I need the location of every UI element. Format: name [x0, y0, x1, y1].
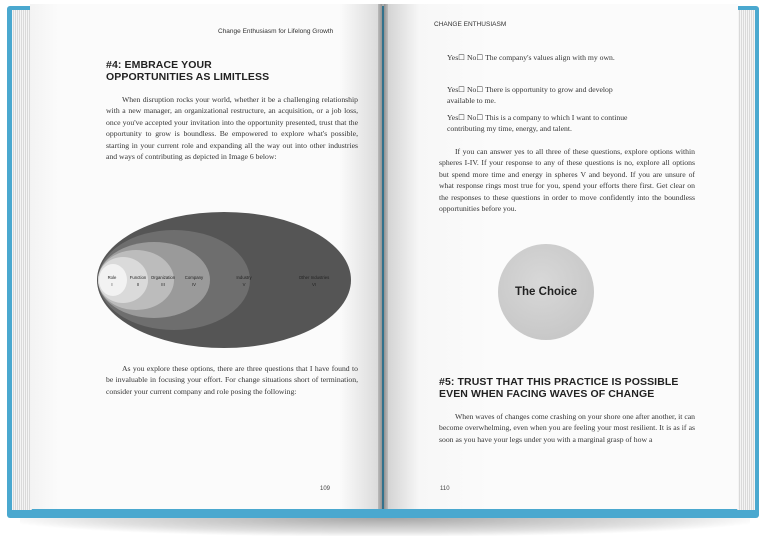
left-page [30, 4, 382, 509]
sphere-label: Function [129, 275, 147, 280]
sphere-numeral: IV [191, 282, 197, 287]
page-edges-left [12, 10, 32, 510]
sphere-label: Organization [150, 275, 176, 280]
sphere-numeral: III [161, 282, 165, 287]
sphere-numeral: II [136, 282, 140, 287]
book-gutter [378, 4, 388, 509]
page-number: 109 [320, 486, 331, 492]
question-item: Yes☐ No☐ This is a company to which I want to continue contributing my time, energy, and talent. [447, 113, 628, 134]
page-number: 110 [440, 486, 450, 492]
spheres-diagram [96, 200, 372, 350]
sphere-label: Other Industries [298, 275, 330, 280]
sphere-numeral: VI [311, 282, 317, 287]
choice-label: The Choice [515, 286, 577, 298]
sphere-label: Role [107, 275, 117, 280]
heading-line-1: #4: EMBRACE YOUR [106, 59, 212, 71]
question-item: Yes☐ No☐ There is opportunity to grow and develop available to me. [447, 85, 613, 106]
heading-line-2: OPPORTUNITIES AS LIMITLESS [106, 71, 270, 83]
sphere-1 [99, 264, 127, 296]
body-paragraph: If you can answer yes to all three of these questions, explore options within spheres I-IV. If your response to any of these questions is no, explore all options but spend more time and energy in spheres V and beyond. If you are unsure of what response rings most true for you, spend your efforts there first. Get clear on the responses to these questions in order to move confidently into the boundless opportunities before you. [439, 147, 695, 214]
running-head: CHANGE ENTHUSIASM [434, 21, 507, 28]
sphere-numeral: V [242, 282, 246, 287]
heading-line-1: #5: TRUST THAT THIS PRACTICE IS POSSIBLE [439, 376, 679, 388]
body-paragraph: When waves of changes come crashing on your shore one after another, it can become overwhelming, even when you are feeling your most resilient. It is as if as soon as you have your legs under you with a marginal grasp of how a [439, 412, 695, 444]
page-edges-right [737, 10, 755, 510]
heading-line-2: EVEN WHEN FACING WAVES OF CHANGE [439, 388, 655, 400]
sphere-numeral: I [111, 282, 113, 287]
right-page [384, 4, 738, 509]
body-paragraph: As you explore these options, there are three questions that I have found to be invaluable in focusing your effort. For change situations short of termination, consider your current company and role posing the following: [106, 364, 358, 396]
running-head: Change Enthusiasm for Lifelong Growth [218, 28, 334, 35]
question-item: Yes☐ No☐ The company's values align with my own. [447, 53, 615, 62]
section-heading [106, 59, 269, 83]
body-paragraph: When disruption rocks your world, whether it be a challenging relationship with a new manager, an organizational restructure, an acquisition, or a job loss, once you've accepted your invitation into the opportunity presented, trust that the opportunity to grow is boundless. Be empowered to explore what's possible, starting in your current role and expanding all the way out into other industries and ways of contributing as depicted in Image 6 below: [106, 95, 358, 162]
sphere-label: Industry [236, 275, 252, 280]
section-heading [439, 376, 679, 400]
choice-circle [498, 244, 594, 340]
sphere-label: Company [184, 275, 204, 280]
